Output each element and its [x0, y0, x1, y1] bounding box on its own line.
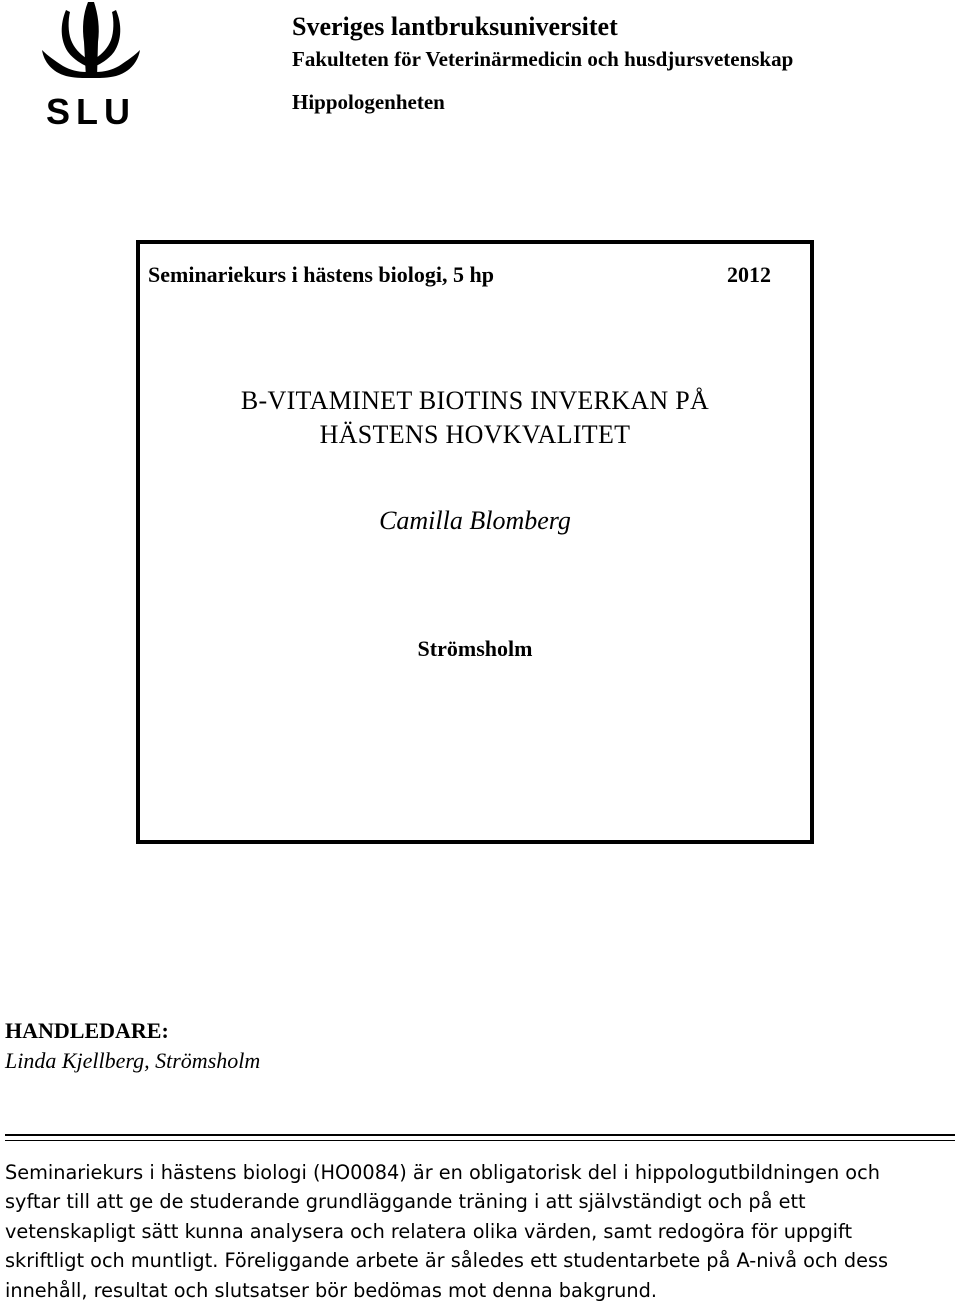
unit-name: Hippologenheten: [292, 90, 445, 114]
university-name: Sveriges lantbruksuniversitet: [292, 12, 618, 41]
faculty-name: Fakulteten för Veterinärmedicin och husdjursvetenskap: [292, 47, 794, 71]
description-line: Seminariekurs i hästens biologi (HO0084) är en obligatorisk del i hippologutbildningen och: [5, 1161, 880, 1184]
supervisor-label: HANDLEDARE:: [5, 1018, 169, 1043]
description-line: innehåll, resultat och slutsatser bör bedömas mot denna bakgrund.: [5, 1278, 657, 1302]
place-name: Strömsholm: [417, 636, 533, 661]
description-line: syftar till att ge de studerande grundläggande träning i att självständigt och på ett: [5, 1190, 806, 1214]
slu-emblem-icon: [42, 2, 140, 78]
thesis-title-line-1: B-VITAMINET BIOTINS INVERKAN PÅ: [240, 386, 710, 415]
supervisor-name: Linda Kjellberg, Strömsholm: [5, 1048, 261, 1073]
course-name: Seminariekurs i hästens biologi, 5 hp: [148, 262, 494, 287]
course-description: [5, 1158, 955, 1305]
description-line: skriftligt och muntligt. Föreliggande arbete är således ett studentarbete på A-nivå och dess: [5, 1249, 889, 1273]
description-line: vetenskapligt sätt kunna analysera och relatera olika värden, samt redogöra för uppgift: [5, 1219, 853, 1243]
course-year: 2012: [727, 262, 771, 287]
title-box: [136, 240, 814, 844]
thesis-title-line-2: HÄSTENS HOVKVALITET: [319, 420, 631, 449]
author-name: Camilla Blomberg: [379, 506, 571, 535]
logo-wordmark: SLU: [46, 91, 136, 132]
divider-thick: [5, 1134, 955, 1136]
slu-logo: [36, 0, 146, 132]
divider-thin: [5, 1140, 955, 1141]
